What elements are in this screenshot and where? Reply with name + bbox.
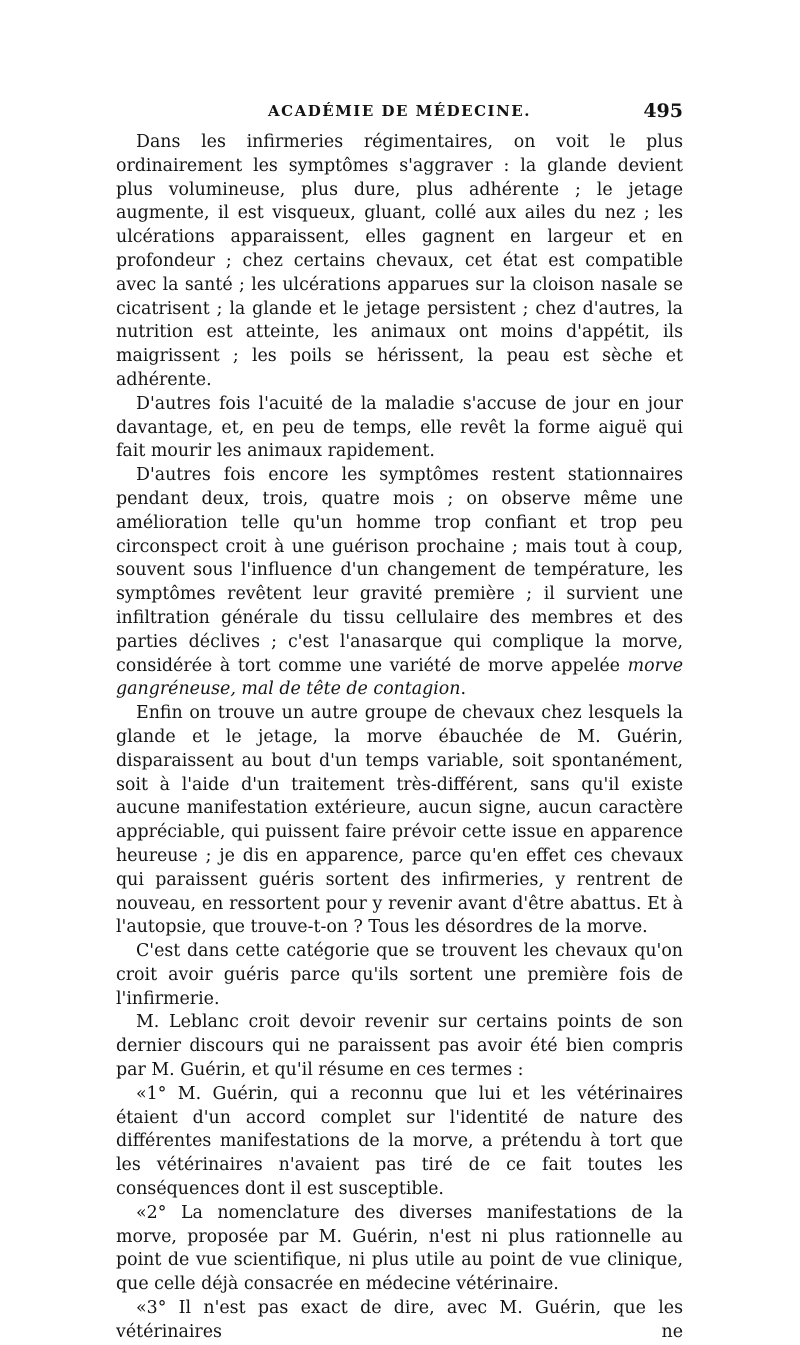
paragraph-2: D'autres fois l'acuité de la maladie s'accuse de jour en jour davantage, et, en peu de temps, elle revêt la forme aiguë qui fait mourir les animaux rapidement. [116,393,683,462]
paragraph-8: «2° La nomenclature des diverses manifestations de la morve, proposée par M. Guérin, n'est ni plus rationnelle au point de vue scientifique, ni plus utile au point de vue clinique, que celle déjà consacrée en médecine vétérinaire. [116,1202,683,1295]
paragraph-9: «3° Il n'est pas exact de dire, avec M. Guérin, que les vétérinaires ne [116,1298,683,1342]
paragraph-1: Dans les infirmeries régimentaires, on voit le plus ordinairement les symptômes s'aggraver : la glande devient plus volumineuse, plus dure, plus adhérente ; le jetage augmente, il est visqueux, gluant, collé aux ailes du nez ; les ulcérations apparaissent, elles gagnent en largeur et en profondeur ; chez certains chevaux, cet état est compatible avec la santé ; les ulcérations apparues sur la cloison nasale se cicatrisent ; la glande et le jetage persistent ; chez d'autres, la nutrition est atteinte, les animaux ont moins d'appétit, ils maigrissent ; les poils se hérissent, la peau est sèche et adhérente. [116,132,683,390]
paragraph-6: M. Leblanc croit devoir revenir sur certains points de son dernier discours qui ne paraissent pas avoir été bien compris par M. Guérin, et qu'il résume en ces termes : [116,1012,683,1081]
paragraph-3 [116,464,683,702]
running-title: ACADÉMIE DE MÉDECINE. [268,102,531,120]
running-head [116,100,683,124]
paragraph-3-end: . [460,679,467,700]
paragraph-3-italic: morve gangréneuse, mal de tête de contagion [116,655,683,700]
paragraph-4: Enfin on trouve un autre groupe de chevaux chez lesquels la glande et le jetage, la morve ébauchée de M. Guérin, disparaissent au bout d'un temps variable, soit spontanément, soit à l'aide d'un traitement très-différent, sans qu'il existe aucune manifestation extérieure, aucun signe, aucun caractère appréciable, qui puissent faire prévoir cette issue en apparence heureuse ; je dis en apparence, parce qu'en effet ces chevaux qui paraissent guéris sortent des infirmeries, y rentrent de nouveau, en ressortent pour y revenir avant d'être abattus. Et à l'autopsie, que trouve-t-on ? Tous les désordres de la morve. [116,703,683,938]
paragraph-5: C'est dans cette catégorie que se trouvent les chevaux qu'on croit avoir guéris parce qu'ils sortent une première fois de l'infirmerie. [116,941,683,1009]
page-number: 495 [643,100,683,122]
paragraph-7: «1° M. Guérin, qui a reconnu que lui et les vétérinaires étaient d'un accord complet sur l'identité de nature des différentes manifestations de la morve, a prétendu à tort que les vétérinaires n'avaient pas tiré de ce fait toutes les conséquences dont il est susceptible. [116,1083,683,1200]
paragraph-3-text: D'autres fois encore les symptômes restent stationnaires pendant deux, trois, quatre mois ; on observe même une amélioration telle qu'un homme trop confiant et trop peu circonspect croit à une guérison prochaine ; mais tout à coup, souvent sous l'influence d'un changement de température, les symptômes revêtent leur gravité première ; il survient une infiltration générale du tissu cellulaire des membres et des parties déclives ; c'est l'anasarque qui complique la morve, considérée à tort comme une variété de morve appelée [116,465,683,676]
body-text [116,131,683,1345]
